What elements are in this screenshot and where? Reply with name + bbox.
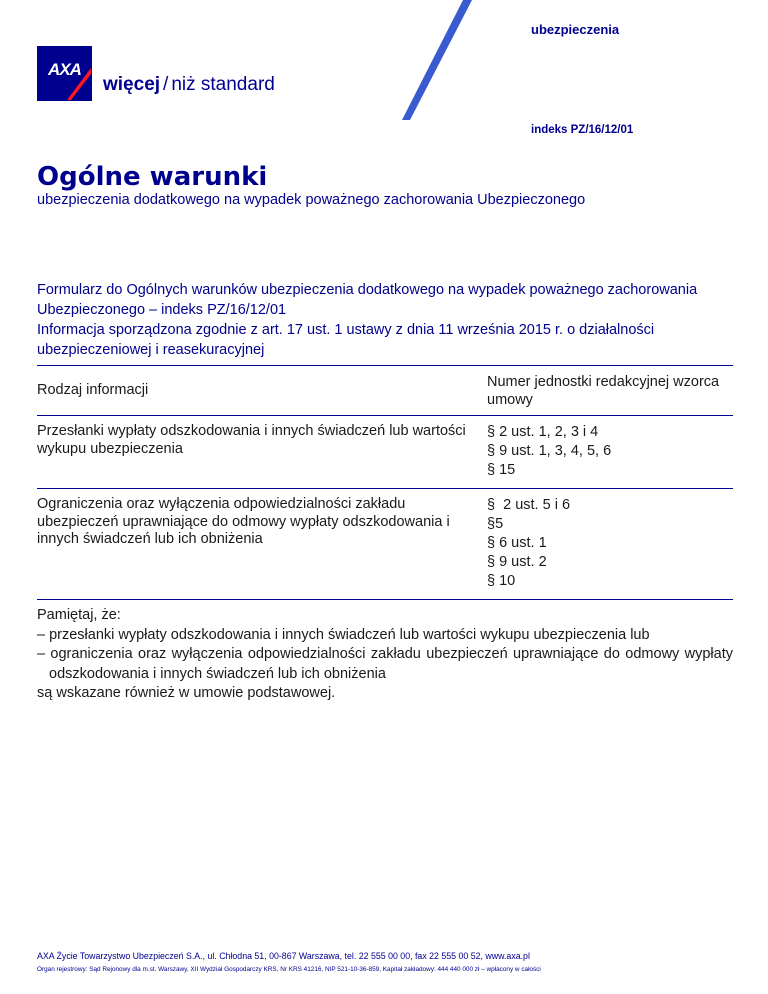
ref-item: §5 xyxy=(487,516,504,532)
note-item: – ograniczenia oraz wyłączenia odpowiedzialności zakładu ubezpieczeń uprawniające do odmowy wypłaty odszkodowania i innych świadczeń lub ich obniżenia xyxy=(37,646,733,682)
table-row xyxy=(37,489,733,600)
tagline-slash: / xyxy=(163,74,169,95)
footer-registry-info: Organ rejestrowy: Sąd Rejonowy dla m.st. Warszawy, XII Wydział Gospodarczy KRS, Nr KRS 41216, NIP 521-10-36-859, Kapitał zakładowy: 444 440 000 zł – wpłacony w całości xyxy=(37,966,541,973)
intro-block xyxy=(37,280,737,360)
page-subtitle: ubezpieczenia dodatkowego na wypadek poważnego zachorowania Ubezpieczonego xyxy=(37,192,586,208)
ref-item: § 2 ust. 5 i 6 xyxy=(487,497,571,513)
tagline-bold: więcej xyxy=(103,74,161,95)
axa-logo xyxy=(37,46,92,101)
ref-item: § 2 ust. 1, 2, 3 i 4 xyxy=(487,424,599,440)
footer-company-info: AXA Życie Towarzystwo Ubezpieczeń S.A., ul. Chłodna 51, 00-867 Warszawa, tel. 22 555 00 00, fax 22 555 00 52, www.axa.pl xyxy=(37,951,530,961)
logo-text: AXA xyxy=(48,60,81,79)
logo-slash xyxy=(37,46,92,101)
ref-item: § 9 ust. 2 xyxy=(487,554,547,570)
tagline xyxy=(103,74,275,96)
tagline-rest: niż standard xyxy=(171,74,275,95)
table-row xyxy=(37,416,733,489)
row-refs xyxy=(487,489,733,600)
ref-item: § 15 xyxy=(487,462,516,478)
page-title: Ogólne warunki xyxy=(37,162,268,192)
note-tail: są wskazane również w umowie podstawowej. xyxy=(37,685,336,701)
ref-item: § 6 ust. 1 xyxy=(487,535,547,551)
intro-legal-basis: Informacja sporządzona zgodnie z art. 17 ust. 1 ustawy z dnia 11 września 2015 r. o działalności ubezpieczeniowej i reasekuracyjnej xyxy=(37,322,655,358)
table-header-row xyxy=(37,366,733,416)
reminder-note xyxy=(37,606,733,704)
row-info: Ograniczenia oraz wyłączenia odpowiedzialności zakładu ubezpieczeń uprawniające do odmowy wypłaty odszkodowania i innych świadczeń lub ich obniżenia xyxy=(37,496,450,547)
table-header-ref: Numer jednostki redakcyjnej wzorca umowy xyxy=(487,374,720,408)
information-table xyxy=(37,365,733,600)
table-header-info: Rodzaj informacji xyxy=(37,382,149,398)
note-item: – przesłanki wypłaty odszkodowania i innych świadczeń lub wartości wykupu ubezpieczenia lub xyxy=(37,626,650,643)
row-refs xyxy=(487,416,733,489)
intro-form-line: Formularz do Ogólnych warunków ubezpieczenia dodatkowego na wypadek poważnego zachorowania Ubezpieczonego – indeks PZ/16/12/01 xyxy=(37,282,698,318)
row-info: Przesłanki wypłaty odszkodowania i innych świadczeń lub wartości wykupu ubezpieczenia xyxy=(37,423,466,457)
brand-word: ubezpieczenia xyxy=(531,22,620,37)
ref-item: § 10 xyxy=(487,573,516,589)
ref-item: § 9 ust. 1, 3, 4, 5, 6 xyxy=(487,443,612,459)
note-lead: Pamiętaj, że: xyxy=(37,607,121,623)
document-index: indeks PZ/16/12/01 xyxy=(531,124,634,136)
